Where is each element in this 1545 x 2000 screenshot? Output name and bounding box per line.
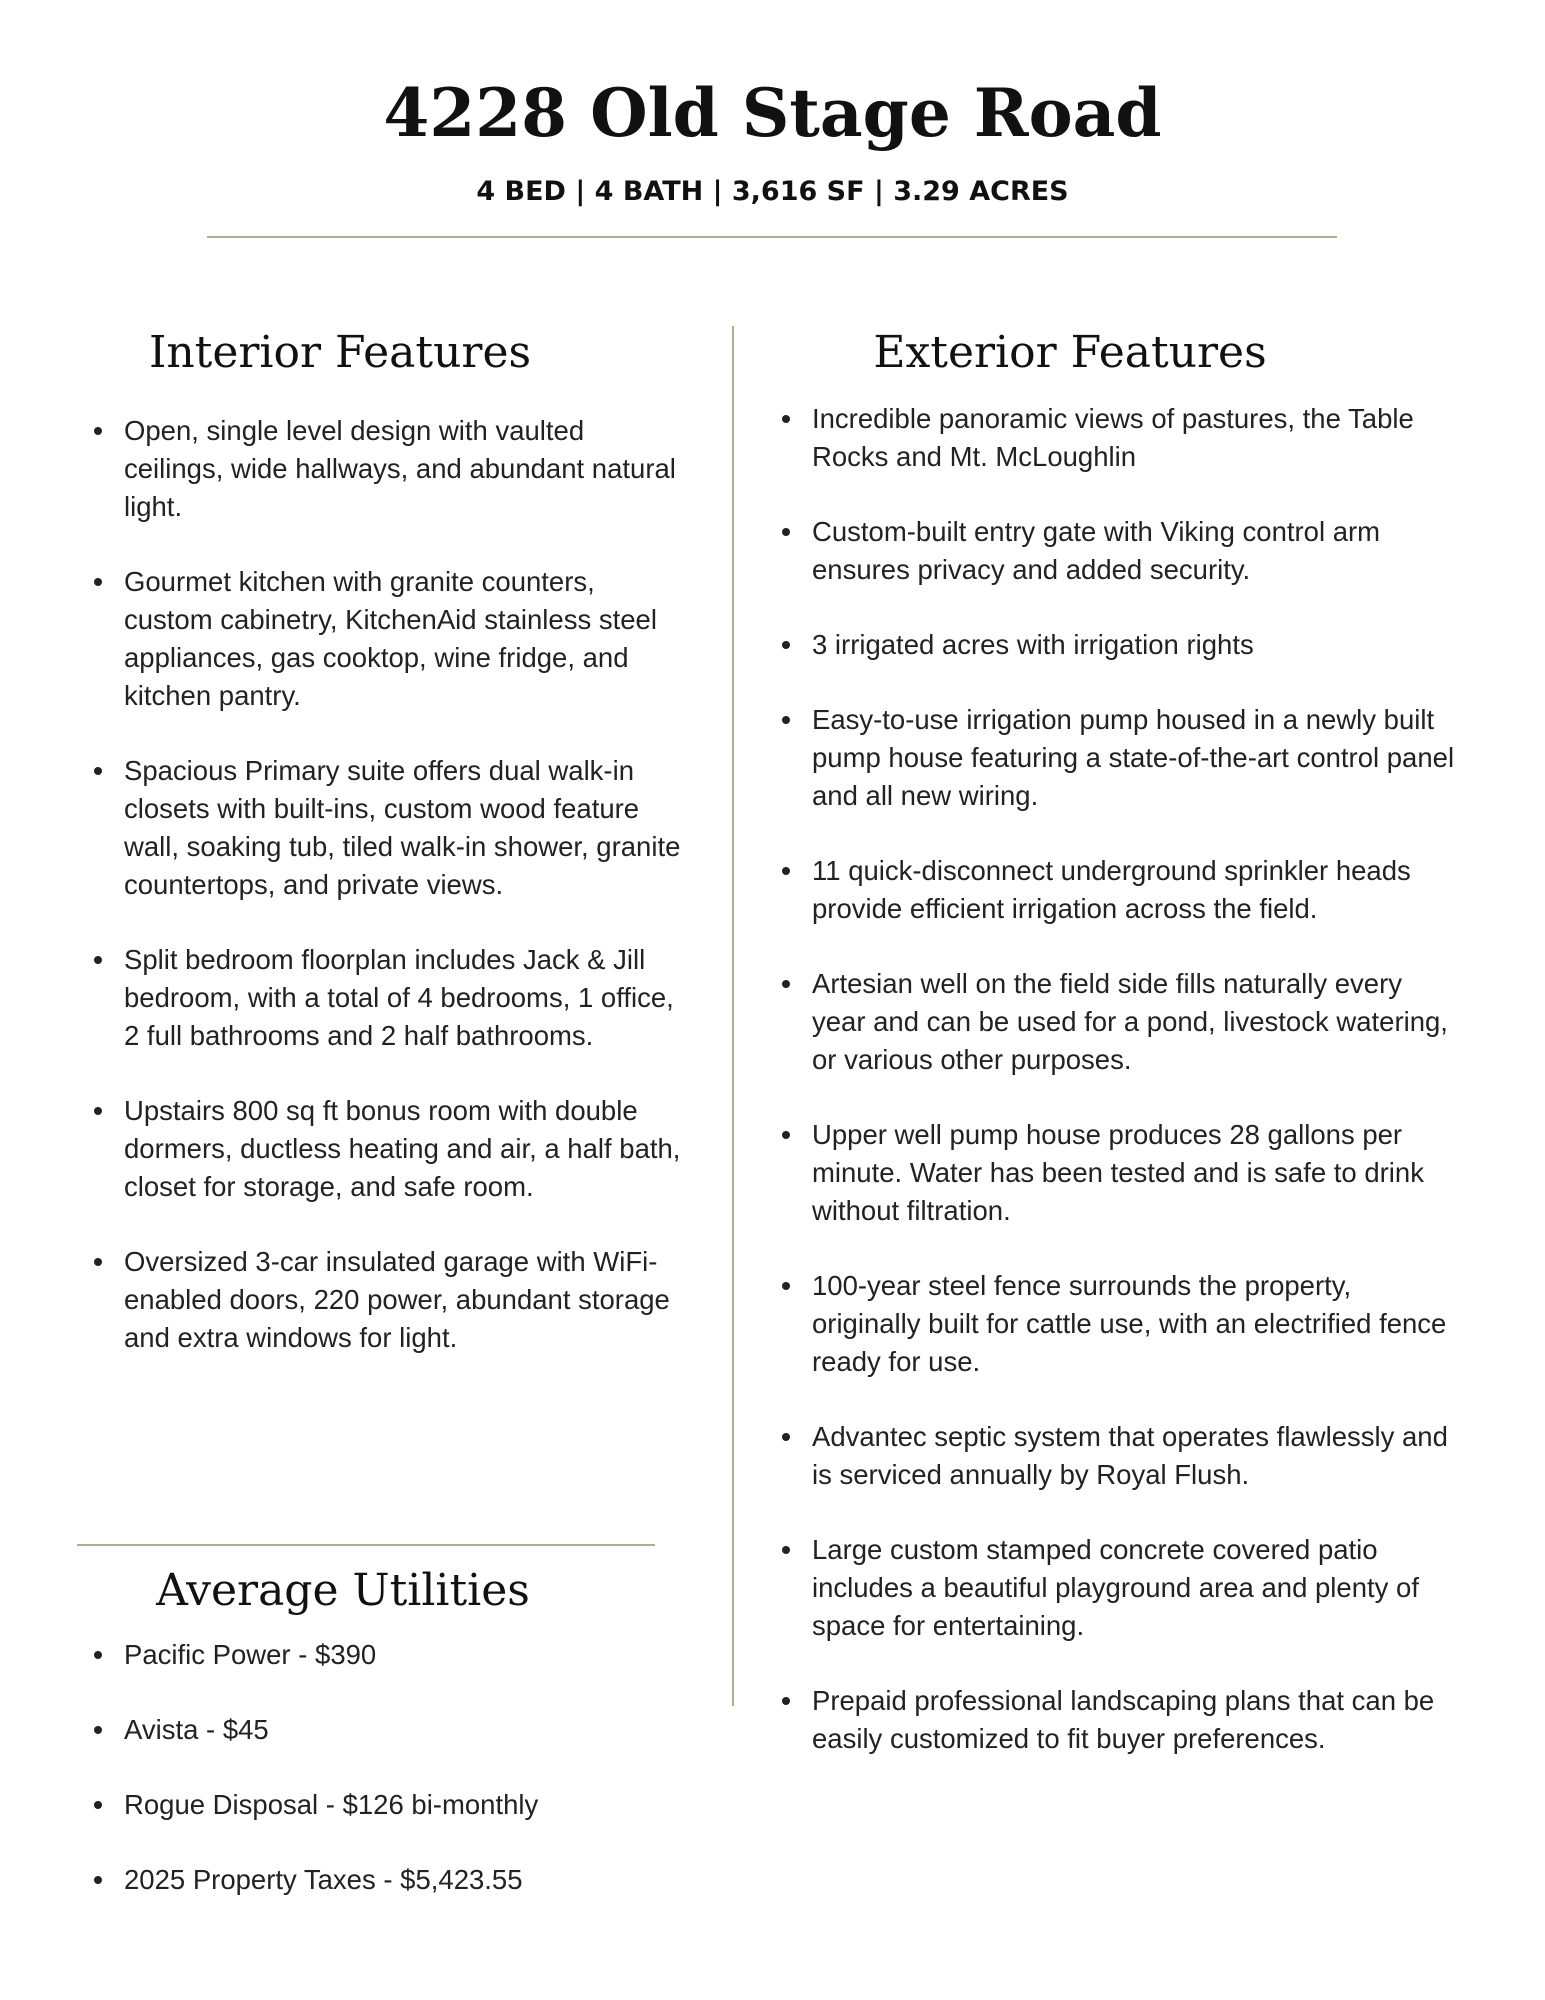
list-item [80,1092,690,1206]
list-item [768,701,1458,815]
column-divider [732,326,734,1706]
bullet-icon [94,767,102,775]
list-item [80,1243,690,1357]
list-item-text: Easy-to-use irrigation pump housed in a newly built pump house featuring a state-of-the-art control panel and all new wiring. [812,704,1455,811]
average-utilities-heading: Average Utilities [156,1565,530,1616]
list-item-text: 3 irrigated acres with irrigation rights [812,629,1254,660]
bullet-icon [782,716,790,724]
list-item [768,1531,1458,1645]
bullet-icon [94,1876,102,1884]
list-item-text: 2025 Property Taxes - $5,423.55 [124,1864,523,1895]
property-stats: 4 BED | 4 BATH | 3,616 SF | 3.29 ACRES [476,176,1069,207]
bullet-icon [94,1801,102,1809]
bullet-icon [94,578,102,586]
page-title: 4228 Old Stage Road [383,74,1162,152]
bullet-icon [782,1131,790,1139]
bullet-icon [94,1651,102,1659]
list-item [768,1267,1458,1381]
bullet-icon [782,1546,790,1554]
bullet-icon [782,1433,790,1441]
list-item [80,412,690,526]
header-divider [207,236,1337,238]
list-item-text: Prepaid professional landscaping plans that can be easily customized to fit buyer preferences. [812,1685,1435,1754]
interior-features-list [80,412,690,1394]
bullet-icon [782,641,790,649]
list-item-text: 100-year steel fence surrounds the property, originally built for cattle use, with an electrified fence ready for use. [812,1270,1447,1377]
list-item-text: Gourmet kitchen with granite counters, custom cabinetry, KitchenAid stainless steel appliances, gas cooktop, wine fridge, and kitchen pantry. [124,566,657,711]
bullet-icon [782,980,790,988]
list-item-text: Custom-built entry gate with Viking control arm ensures privacy and added security. [812,516,1381,585]
list-item [80,752,690,904]
bullet-icon [94,427,102,435]
bullet-icon [782,867,790,875]
bullet-icon [782,1697,790,1705]
list-item-text: Spacious Primary suite offers dual walk-in closets with built-ins, custom wood feature wall, soaking tub, tiled walk-in shower, granite countertops, and private views. [124,755,681,900]
list-item [80,563,690,715]
list-item-text: 11 quick-disconnect underground sprinkler heads provide efficient irrigation across the field. [812,855,1411,924]
list-item [768,400,1458,476]
utilities-list [80,1636,690,1936]
list-item-text: Oversized 3-car insulated garage with WiFi-enabled doors, 220 power, abundant storage and extra windows for light. [124,1246,670,1353]
bullet-icon [94,1107,102,1115]
list-item-text: Incredible panoramic views of pastures, the Table Rocks and Mt. McLoughlin [812,403,1414,472]
list-item [80,1711,690,1749]
list-item-text: Artesian well on the field side fills naturally every year and can be used for a pond, livestock watering, or various other purposes. [812,968,1448,1075]
list-item-text: Rogue Disposal - $126 bi-monthly [124,1789,539,1820]
interior-features-heading: Interior Features [148,327,532,378]
list-item-text: Pacific Power - $390 [124,1639,377,1670]
list-item-text: Avista - $45 [124,1714,269,1745]
bullet-icon [94,1726,102,1734]
list-item [80,941,690,1055]
list-item-text: Large custom stamped concrete covered patio includes a beautiful playground area and plenty of space for entertaining. [812,1534,1419,1641]
list-item [768,1116,1458,1230]
list-item [768,513,1458,589]
list-item [768,1682,1458,1758]
list-item-text: Upper well pump house produces 28 gallons per minute. Water has been tested and is safe to drink without filtration. [812,1119,1424,1226]
list-item-text: Advantec septic system that operates flawlessly and is serviced annually by Royal Flush. [812,1421,1448,1490]
list-item [768,1418,1458,1494]
list-item-text: Upstairs 800 sq ft bonus room with double dormers, ductless heating and air, a half bath, closet for storage, and safe room. [124,1095,681,1202]
list-item [80,1786,690,1824]
list-item-text: Split bedroom floorplan includes Jack & Jill bedroom, with a total of 4 bedrooms, 1 office, 2 full bathrooms and 2 half bathrooms. [124,944,674,1051]
list-item [80,1636,690,1674]
list-item [80,1861,690,1899]
list-item [768,852,1458,928]
bullet-icon [782,1282,790,1290]
bullet-icon [782,528,790,536]
list-item [768,626,1458,664]
bullet-icon [782,415,790,423]
exterior-features-list [768,400,1458,1795]
list-item [768,965,1458,1079]
bullet-icon [94,1258,102,1266]
list-item-text: Open, single level design with vaulted ceilings, wide hallways, and abundant natural light. [124,415,676,522]
bullet-icon [94,956,102,964]
exterior-features-heading: Exterior Features [873,327,1267,378]
utilities-divider [77,1544,655,1546]
